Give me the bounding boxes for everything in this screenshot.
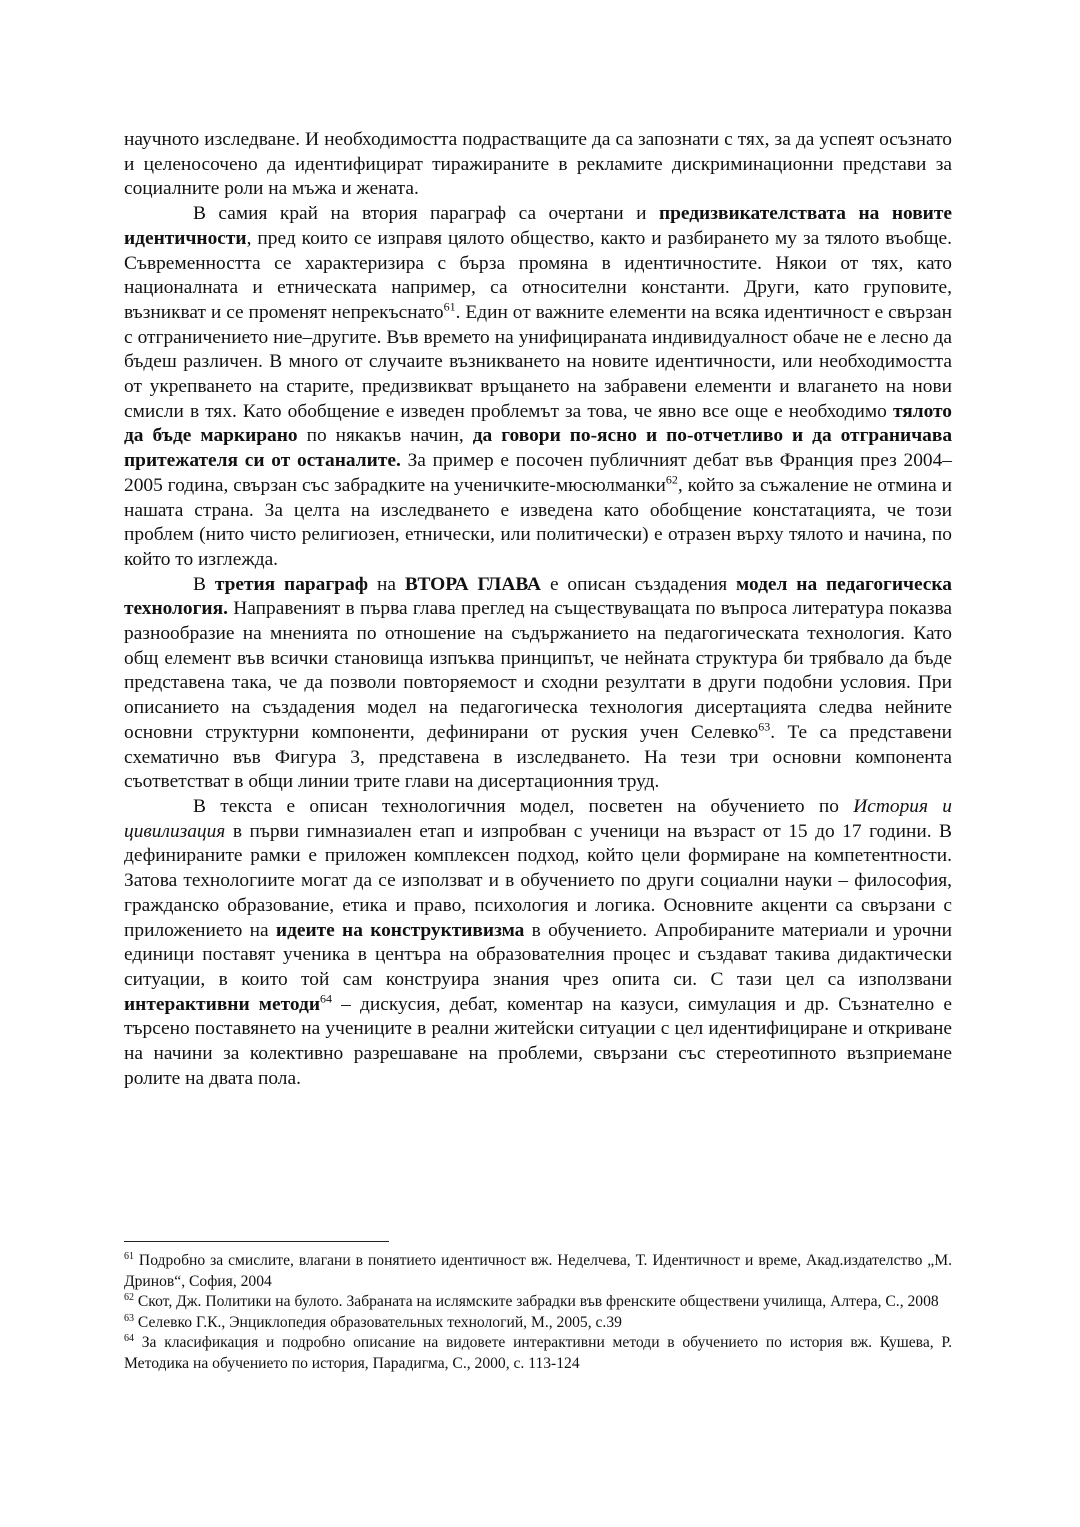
text-run: В самия край на втория параграф са очертани и <box>193 203 659 225</box>
footnote <box>124 1292 952 1313</box>
bold-text: да говори по-ясно и по-отчетливо и да отграничава притежателя си от останалите. <box>124 425 953 472</box>
text-run: в обучението. Апробираните материали и урочни единици поставят ученика в центъра на образователния процес и създават такива дидактически ситуации, в които той сам конструира знания чрез опита си. С тази цел са използвани <box>124 919 952 990</box>
paragraph <box>124 202 952 573</box>
footnote-number: 63 <box>124 1312 134 1324</box>
text-run: , пред които се изправя цялото общество, както и разбирането му за тялото въобще. Съвременността се характеризира с бърза промяна в идентичностите. Някои от тях, като националната и етническата например, са относителни константи. Други, като груповите, възникват и се променят непрекъснато <box>124 227 952 323</box>
footnote <box>124 1333 952 1374</box>
text-run: в първи гимназиален етап и изпробван с ученици на възраст от 15 до 17 години. В дефинираните рамки е приложен комплексен подход, който цели формиране на компетентности. Затова технологиите могат да се използват и в обучението по други социални науки – философия, гражданско образование, етика и право, психология и логика. Основните акценти са свързани с приложението на <box>124 820 952 941</box>
bold-text: третия параграф <box>214 573 369 595</box>
footnote <box>124 1251 952 1292</box>
bold-text: предизвикателствата на новите идентичности <box>124 203 952 249</box>
footnote-number: 64 <box>124 1332 134 1344</box>
bold-text: интерактивни методи <box>124 993 320 1015</box>
footnote-text: Селевко Г.К., Энциклопедия образовательных технологий, М., 2005, с.39 <box>134 1313 622 1331</box>
text-run: – дискусия, дебат, коментар на казуси, симулация и др. Съзнателно е търсено поставянето на учениците в реални житейски ситуации с цел идентифициране и откриване на начини за колективно разрешаване на проблеми, свързани със стереотипното възприемане ролите на двата пола. <box>124 993 952 1089</box>
footnote-text: Подробно за смислите, влагани в понятието идентичност вж. Неделчева, Т. Идентичност и време, Акад.издателство „М. Дринов“, София, 2004 <box>124 1252 952 1290</box>
bold-text: тялото да бъде маркирано <box>124 400 952 447</box>
text-run: по някакъв начин, <box>297 425 473 447</box>
footnote-text: За класификация и подробно описание на видовете интерактивни методи в обучението по история вж. Кушева, Р. Методика на обучението по история, Парадигма, С., 2000, с. 113-124 <box>124 1334 952 1372</box>
text-run: В <box>193 573 215 595</box>
text-run: , който за съжаление не отмина и нашата страна. За целта на изследването е изведена като обобщение констатацията, че този проблем (нито чисто религиозен, етнически, или политически) е отразен върху тялото и начина, по който то изглежда. <box>124 474 953 570</box>
text-run: . Те са представени схематично във Фигура 3, представена в изследването. На тези три основни компонента съответстват в общи линии трите глави на дисертационния труд. <box>124 721 952 793</box>
paragraph <box>124 128 952 202</box>
text-run: . Един от важните елементи на всяка идентичност е свързан с отграничението ние–другите. Във времето на унифицираната индивидуалност обаче не е лесно да бъдеш различен. В много от случаите възникването на новите идентичности, или необходимостта от укрепването на старите, предизвикват връщането на забравени елементи и влагането на нови смисли в тях. Като обобщение е изведен проблемът за това, че явно все още е необходимо <box>124 301 953 422</box>
body-text <box>124 128 952 1091</box>
paragraph <box>124 795 952 1091</box>
footnote-text: Скот, Дж. Политики на булото. Забраната на ислямските забрадки във френските обществени училища, Алтера, С., 2008 <box>134 1293 939 1310</box>
text-run: Направеният в първа глава преглед на съществуващата по въпроса литература показва разнообразие на мненията по отношение на съдържанието на педагогическата технология. Като общ елемент във всички становища изпъква принципът, че нейната структура би трябвало да бъде представена така, че да позволи повторяемост и сходни резултати в други подобни условия. При описанието на създадения модел на педагогическа технология дисертацията следва нейните основни структурни компоненти, дефинирани от руския учен Селевко <box>124 598 952 743</box>
text-run: В текста е описан технологичния модел, посветен на обучението по <box>193 795 854 817</box>
bold-text: ВТОРА ГЛАВА <box>404 573 542 595</box>
footnote-reference: 62 <box>665 472 678 487</box>
footnotes <box>124 1251 952 1374</box>
bold-text: идеите на конструктивизма <box>275 919 525 941</box>
footnote <box>124 1313 952 1334</box>
footnote-reference: 64 <box>320 991 332 1006</box>
text-run: За пример е посочен публичният дебат във Франция през 2004–2005 година, свързан със забрадките на ученичките-мюсюлманки <box>124 450 952 496</box>
footnote-separator <box>124 1241 389 1242</box>
footnote-reference: 61 <box>443 299 456 314</box>
text-run: е описан създадения <box>541 573 737 595</box>
italic-text: История и цивилизация <box>124 795 952 842</box>
footnote-number: 62 <box>124 1291 134 1303</box>
paragraph <box>124 573 952 795</box>
footnote-number: 61 <box>124 1250 134 1262</box>
footnote-reference: 63 <box>758 719 771 734</box>
text-run: на <box>368 573 405 595</box>
text-run: научното изследване. И необходимостта подрастващите да са запознати с тях, за да успеят осъзнато и целеносочено да идентифицират тиражираните в рекламите дискриминационни представи за социалните роли на мъжа и жената. <box>124 129 952 200</box>
bold-text: модел на педагогическа технология. <box>124 573 952 620</box>
